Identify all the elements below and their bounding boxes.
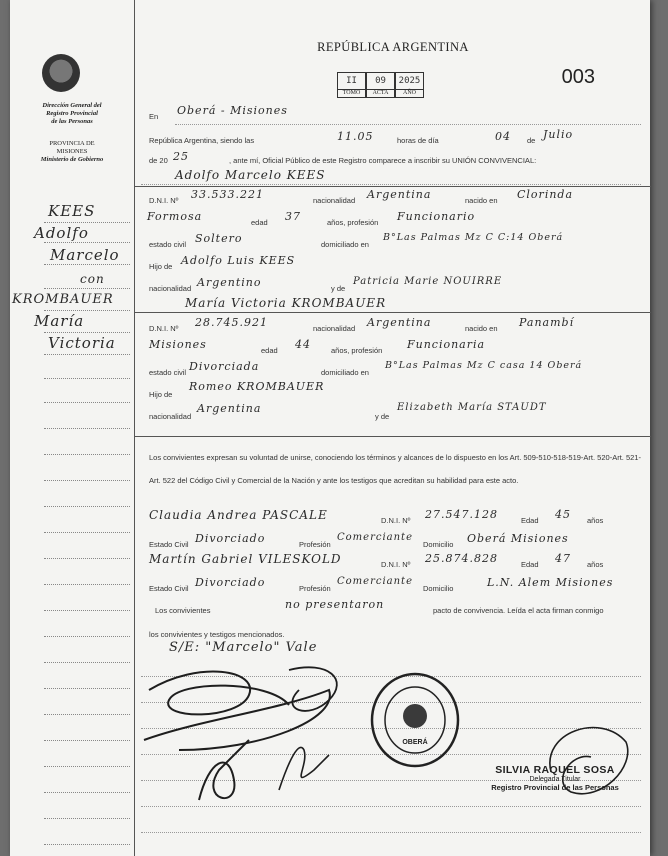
witness2-name: Martín Gabriel VILESKOLD (149, 552, 342, 566)
witness1-name: Claudia Andrea PASCALE (149, 508, 328, 522)
day-value: 04 (495, 130, 511, 143)
ante-text: , ante mí, Oficial Público de este Registro comparece a inscribir su UNIÓN CONVIVENCIAL: (229, 156, 537, 165)
dom-label: Domicilio (423, 540, 454, 549)
person2-dni: 28.745.921 (195, 316, 268, 329)
person2-birthplace: Panambí (519, 316, 575, 329)
nacido-label: nacido en (465, 196, 498, 205)
nac-label: nacionalidad (149, 284, 192, 293)
edad-label: Edad (521, 516, 539, 525)
dom-label: domiciliado en (321, 368, 369, 377)
margin-con: con (80, 272, 105, 286)
margin-name: Marcelo (50, 246, 120, 264)
witness2-profession: Comerciante (337, 576, 413, 587)
pact-pre: Los convivientes (155, 606, 211, 615)
province-block (10, 140, 134, 164)
anos-label: años (587, 560, 604, 569)
witness1-profession: Comerciante (337, 532, 413, 543)
pact-line2: los convivientes y testigos mencionados. (149, 630, 285, 639)
person2-father: Romeo KROMBAUER (189, 380, 325, 393)
civil-label: Estado Civil (149, 584, 189, 593)
pact-post: pacto de convivencia. Leída el acta firman conmigo (433, 606, 604, 615)
witness2-dni: 25.874.828 (425, 552, 498, 565)
witness1-age: 45 (555, 508, 571, 521)
person1-birthplace: Clorinda (517, 188, 574, 201)
left-margin-column (10, 0, 134, 856)
person2-mother: Elizabeth María STAUDT (397, 402, 547, 413)
institution-line: Dirección General del (42, 102, 102, 109)
dom-label: domiciliado en (321, 240, 369, 249)
declaration-text: Los convivientes expresan su voluntad de unirse, conociendo los términos y alcances de lo dispuesto en los Art. 509-510-518-519-Art. 520-Art. 521-Art. 522 del Código Civil y Comercial de la Nación y ante los testigos que acreditan su habilidad para este acto. (149, 453, 641, 485)
margin-surname: KROMBAUER (12, 292, 114, 307)
tomo-box: II TOMO (337, 72, 366, 98)
hijo-label: Hijo de (149, 390, 173, 399)
officer-name: SILVIA RAQUEL SOSA (495, 764, 615, 776)
edad-label: edad (261, 346, 278, 355)
witness1-domicile: Oberá Misiones (467, 532, 569, 545)
person1-civil: Soltero (195, 232, 243, 245)
stamp-city: OBERÁ (402, 739, 428, 746)
nac-label: nacionalidad (313, 324, 356, 333)
margin-name: Adolfo (34, 224, 89, 242)
year-value: 25 (173, 150, 189, 163)
de20-label: de 20 (149, 156, 168, 165)
signatures-scribble (139, 650, 369, 820)
institution-block (10, 102, 134, 126)
province-line: MISIONES (56, 148, 88, 155)
officer-title: Delegada Titular (529, 776, 581, 783)
margin-surname: KEES (48, 202, 96, 220)
person1-profession: Funcionario (397, 210, 476, 223)
country-header: REPÚBLICA ARGENTINA (317, 40, 469, 54)
dni-label: D.N.I. Nº (149, 196, 179, 205)
prof-label: Profesión (299, 540, 331, 549)
person1-domicile: B°Las Palmas Mz C C:14 Oberá (383, 232, 564, 243)
de-label: de (527, 136, 536, 145)
person1-nationality: Argentina (367, 188, 432, 201)
dni-label: D.N.I. Nº (149, 324, 179, 333)
province-line: PROVINCIA DE (49, 140, 95, 147)
person2-domicile: B°Las Palmas Mz C casa 14 Oberá (385, 360, 583, 371)
dni-label: D.N.I. Nº (381, 560, 411, 569)
document-page (10, 0, 650, 856)
person1-father: Adolfo Luis KEES (181, 254, 296, 267)
act-body (134, 0, 651, 856)
dni-label: D.N.I. Nº (381, 516, 411, 525)
prof-label: Profesión (299, 584, 331, 593)
ministry-line: Ministerio de Gobierno (40, 156, 104, 163)
witness2-civil: Divorciado (195, 576, 266, 589)
yde-label: y de (375, 412, 390, 421)
province-seal-icon (42, 54, 80, 92)
civil-label: Estado Civil (149, 540, 189, 549)
sle-note: S/E: "Marcelo" Vale (169, 640, 318, 655)
nac-label: nacionalidad (313, 196, 356, 205)
month-value: Julio (543, 128, 574, 141)
act-number: 003 (561, 66, 595, 88)
officer-signature-scribble (531, 712, 641, 812)
nac-label: nacionalidad (149, 412, 192, 421)
edad-label: edad (251, 218, 268, 227)
person2-nationality: Argentina (367, 316, 432, 329)
ano-box: 2025 AÑO (395, 72, 424, 98)
institution-line: Registro Provincial (46, 110, 98, 117)
registry-stamp (369, 672, 461, 768)
person2-civil: Divorciada (189, 360, 260, 373)
rep-text: República Argentina, siendo las (149, 136, 255, 145)
civil-label: estado civil (149, 368, 187, 377)
officer-block (475, 764, 635, 792)
witness1-civil: Divorciado (195, 532, 266, 545)
acta-box: 09 ACTA (366, 72, 395, 98)
institution-line: de las Personas (51, 118, 93, 125)
margin-name: María (34, 312, 85, 330)
person1-name: Adolfo Marcelo KEES (175, 168, 326, 182)
place-value: Oberá - Misiones (177, 104, 288, 117)
hijo-label: Hijo de (149, 262, 173, 271)
horas-label: horas de día (397, 136, 439, 145)
pact-value: no presentaron (285, 598, 385, 611)
dom-label: Domicilio (423, 584, 454, 593)
witness1-dni: 27.547.128 (425, 508, 498, 521)
person2-birthplace2: Misiones (149, 338, 207, 351)
prof-label: años, profesión (327, 218, 379, 227)
person1-dni: 33.533.221 (191, 188, 264, 201)
witness2-domicile: L.N. Alem Misiones (487, 576, 614, 589)
person2-name: María Victoria KROMBAUER (185, 296, 387, 310)
person2-profession: Funcionaria (407, 338, 486, 351)
person1-birthplace2: Formosa (147, 210, 203, 223)
yde-label: y de (331, 284, 346, 293)
edad-label: Edad (521, 560, 539, 569)
margin-name: Victoria (48, 334, 116, 352)
person1-age: 37 (285, 210, 301, 223)
anos-label: años (587, 516, 604, 525)
civil-label: estado civil (149, 240, 187, 249)
person2-father-nat: Argentina (197, 402, 262, 415)
prof-label: años, profesión (331, 346, 383, 355)
officer-registry: Registro Provincial de las Personas (491, 783, 619, 792)
person1-father-nat: Argentino (197, 276, 262, 289)
nacido-label: nacido en (465, 324, 498, 333)
time-value: 11.05 (337, 130, 374, 143)
witness2-age: 47 (555, 552, 571, 565)
person1-mother: Patricia Marie NOUIRRE (353, 276, 503, 287)
person2-age: 44 (295, 338, 311, 351)
en-label: En (149, 112, 159, 121)
registry-boxes (337, 72, 424, 98)
